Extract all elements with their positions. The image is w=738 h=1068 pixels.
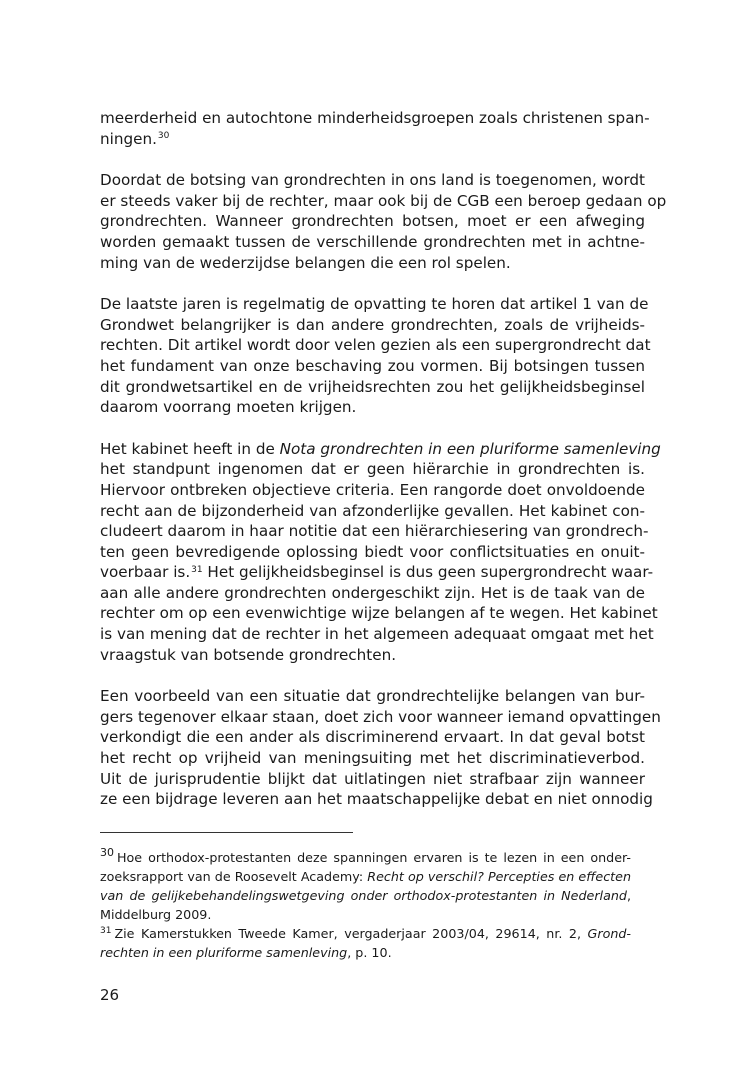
- text-line: [100, 943, 631, 962]
- text-line: het recht op vrijheid van meningsuiting met het discriminatieverbod.: [100, 749, 645, 768]
- text-line: ze een bijdrage leveren aan het maatschappelijke debat en niet onnodig: [100, 790, 653, 809]
- text-line: aan alle andere grondrechten ondergeschikt zijn. Het is de taak van de: [100, 583, 645, 602]
- text-line: worden gemaakt tussen de verschillende grondrechten met in achtne-: [100, 232, 645, 251]
- text-line: gers tegenover elkaar staan, doet zich voor wanneer iemand opvattingen: [100, 707, 661, 726]
- text-line: is van mening dat de rechter in het algemeen adequaat omgaat met het: [100, 625, 654, 644]
- text-line: [100, 439, 661, 460]
- footnotes: [100, 845, 631, 962]
- text-fragment: Hoe orthodox-protestanten deze spanningen ervaren is te lezen in een onder-: [117, 850, 631, 865]
- text-fragment: Het gelijkheidsbeginsel is dus geen supergrondrecht waar-: [202, 563, 654, 582]
- text-line: Grondwet belangrijker is dan andere grondrechten, zoals de vrijheids-: [100, 315, 645, 334]
- paragraph-2: [100, 170, 667, 273]
- text-line: verkondigt die een ander als discriminerend ervaart. In dat geval botst: [100, 728, 645, 747]
- text-line: [100, 562, 654, 583]
- text-line: dit grondwetsartikel en de vrijheidsrechten zou het gelijkheidsbeginsel: [100, 377, 645, 396]
- text-line: De laatste jaren is regelmatig de opvatting te horen dat artikel 1 van de: [100, 295, 649, 314]
- text-line: vraagstuk van botsende grondrechten.: [100, 645, 397, 664]
- text-fragment-italic: Grond-: [587, 926, 631, 941]
- text-fragment: ningen.: [100, 129, 157, 148]
- text-line: [100, 867, 631, 886]
- text-line: daarom voorrang moeten krijgen.: [100, 398, 357, 417]
- page-body: [100, 108, 667, 810]
- footnote-separator: [100, 832, 353, 833]
- paragraph-4: [100, 439, 661, 666]
- text-line: [100, 924, 631, 943]
- paragraph-5: [100, 686, 661, 810]
- footnote-number: 30: [100, 845, 114, 859]
- document-title-italic: Nota grondrechten in een pluriforme samenleving: [279, 439, 661, 458]
- text-line: meerderheid en autochtone minderheidsgroepen zoals christenen span-: [100, 109, 650, 127]
- text-fragment: ,: [626, 888, 631, 903]
- text-line: het fundament van onze beschaving zou vormen. Bij botsingen tussen: [100, 356, 645, 375]
- text-line: rechten. Dit artikel wordt door velen gezien als een supergrondrecht dat: [100, 336, 651, 355]
- text-fragment: , p. 10.: [347, 945, 392, 960]
- page-number: 26: [100, 986, 120, 1004]
- text-fragment: Het kabinet heeft in de: [100, 439, 280, 458]
- text-line: het standpunt ingenomen dat er geen hiërarchie in grondrechten is.: [100, 460, 645, 479]
- text-line: cludeert daarom in haar notitie dat een hiërarchiesering van grondrech-: [100, 522, 649, 541]
- text-line: [100, 129, 645, 150]
- text-line: grondrechten. Wanneer grondrechten botsen, moet er een afweging: [100, 212, 645, 231]
- text-line: Hiervoor ontbreken objectieve criteria. Een rangorde doet onvoldoende: [100, 480, 645, 499]
- text-line: Een voorbeeld van een situatie dat grondrechtelijke belangen van bur-: [100, 687, 645, 706]
- text-line: ten geen bevredigende oplossing biedt voor conflictsituaties en onuit-: [100, 542, 645, 561]
- footnote-30: [100, 845, 631, 924]
- text-line: Doordat de botsing van grondrechten in ons land is toegenomen, wordt: [100, 171, 645, 190]
- text-line: er steeds vaker bij de rechter, maar ook bij de CGB een beroep gedaan op: [100, 191, 667, 210]
- text-line: [100, 886, 631, 905]
- text-line: Uit de jurisprudentie blijkt dat uitlatingen niet strafbaar zijn wanneer: [100, 769, 645, 788]
- footnote-number: 31: [100, 926, 112, 937]
- footnote-ref-31[interactable]: 31: [191, 564, 203, 575]
- paragraph-1: [100, 108, 650, 149]
- text-fragment: Zie Kamerstukken Tweede Kamer, vergaderjaar 2003/04, 29614, nr. 2,: [114, 926, 588, 941]
- text-line: Middelburg 2009.: [100, 907, 212, 922]
- text-fragment: voerbaar is.: [100, 563, 191, 582]
- text-fragment: zoeksrapport van de Roosevelt Academy:: [100, 869, 368, 884]
- text-line: recht aan de bijzonderheid van afzonderlijke gevallen. Het kabinet con-: [100, 501, 645, 520]
- text-fragment-italic: Recht op verschil? Percepties en effecten: [367, 869, 631, 884]
- text-fragment-italic: van de gelijkebehandelingswetgeving onder orthodox-protestanten in Nederland: [100, 888, 627, 903]
- text-line: rechter om op een evenwichtige wijze belangen af te wegen. Het kabinet: [100, 604, 658, 623]
- paragraph-3: [100, 294, 651, 418]
- text-fragment-italic: rechten in een pluriforme samenleving: [100, 945, 348, 960]
- text-line: [100, 845, 631, 867]
- text-line: ming van de wederzijdse belangen die een rol spelen.: [100, 253, 511, 272]
- footnote-ref-30[interactable]: 30: [157, 131, 170, 142]
- footnote-31: [100, 924, 631, 962]
